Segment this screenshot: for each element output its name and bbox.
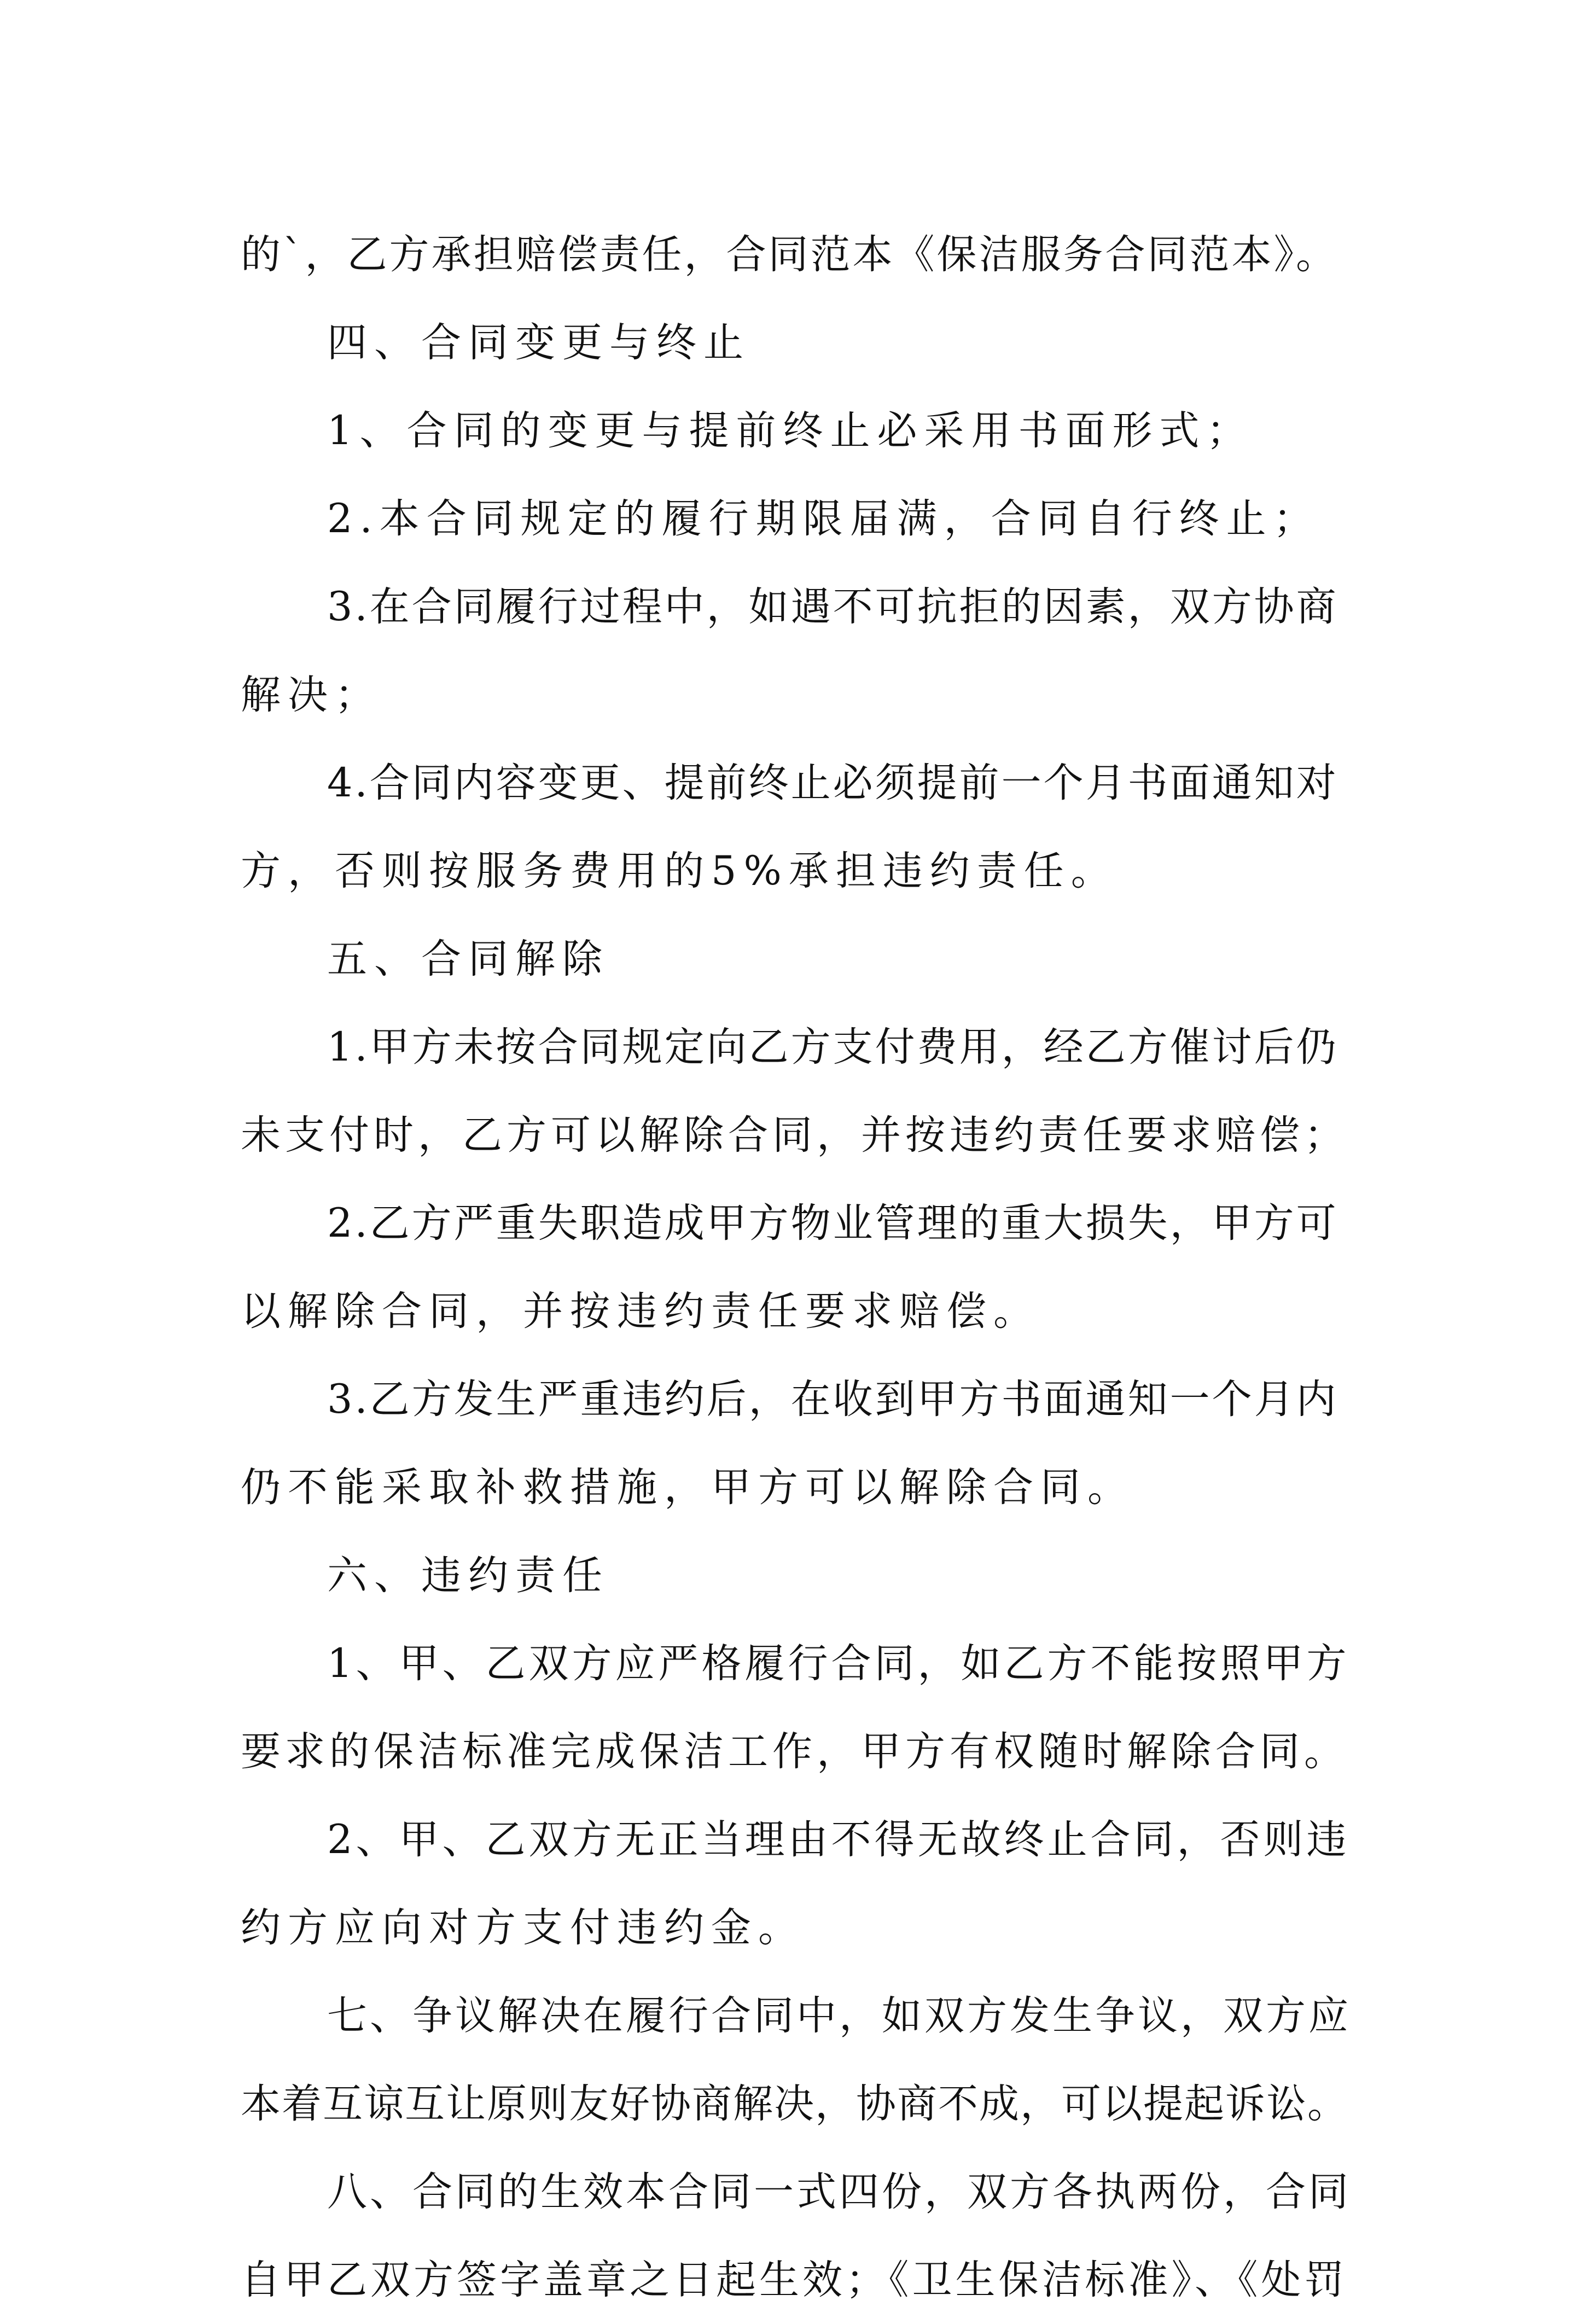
text-line: 4.合同内容变更、提前终止必须提前一个月书面通知对 <box>327 760 1338 806</box>
text-line: 1、甲、乙双方应严格履行合同，如乙方不能按照甲方 <box>327 1640 1350 1687</box>
text-line: 3.乙方发生严重违约后，在收到甲方书面通知一个月内 <box>327 1376 1338 1423</box>
text-line: 仍不能采取补救措施，甲方可以解除合同。 <box>241 1464 1134 1511</box>
text-line: 自甲乙双方签字盖章之日起生效；《卫生保洁标准》、《处罚 <box>241 2257 1348 2303</box>
text-line: 解决； <box>241 672 382 718</box>
text-line: 3.在合同履行过程中，如遇不可抗拒的因素，双方协商 <box>327 584 1338 630</box>
text-line: 未支付时，乙方可以解除合同，并按违约责任要求赔偿； <box>241 1112 1348 1158</box>
text-line: 约方应向对方支付违约金。 <box>241 1904 805 1951</box>
text-line: 的`，乙方承担赔偿责任，合同范本《保洁服务合同范本》。 <box>241 231 1338 278</box>
text-line: 2.本合同规定的履行期限届满，合同自行终止； <box>327 496 1320 542</box>
text-line: 要求的保洁标准完成保洁工作，甲方有权随时解除合同。 <box>241 1728 1348 1775</box>
text-line: 2.乙方严重失职造成甲方物业管理的重大损失，甲方可 <box>327 1200 1338 1247</box>
text-line: 六、违约责任 <box>327 1552 609 1599</box>
text-line: 1、合同的变更与提前终止必采用书面形式； <box>327 407 1254 454</box>
text-line: 四、合同变更与终止 <box>327 319 750 366</box>
text-line: 八、合同的生效本合同一式四份，双方各执两份，合同 <box>327 2169 1351 2215</box>
text-line: 本着互谅互让原则友好协商解决，协商不成，可以提起诉讼。 <box>241 2081 1348 2127</box>
text-line: 五、合同解除 <box>327 936 609 982</box>
document-body <box>241 211 1351 2324</box>
text-line: 方，否则按服务费用的5%承担违约责任。 <box>241 848 1118 894</box>
text-line: 1.甲方未按合同规定向乙方支付费用，经乙方催讨后仍 <box>327 1024 1338 1070</box>
text-line: 七、争议解决在履行合同中，如双方发生争议，双方应 <box>327 1993 1351 2039</box>
text-line: 2、甲、乙双方无正当理由不得无故终止合同，否则违 <box>327 1816 1350 1863</box>
text-line: 以解除合同，并按违约责任要求赔偿。 <box>241 1288 1040 1335</box>
